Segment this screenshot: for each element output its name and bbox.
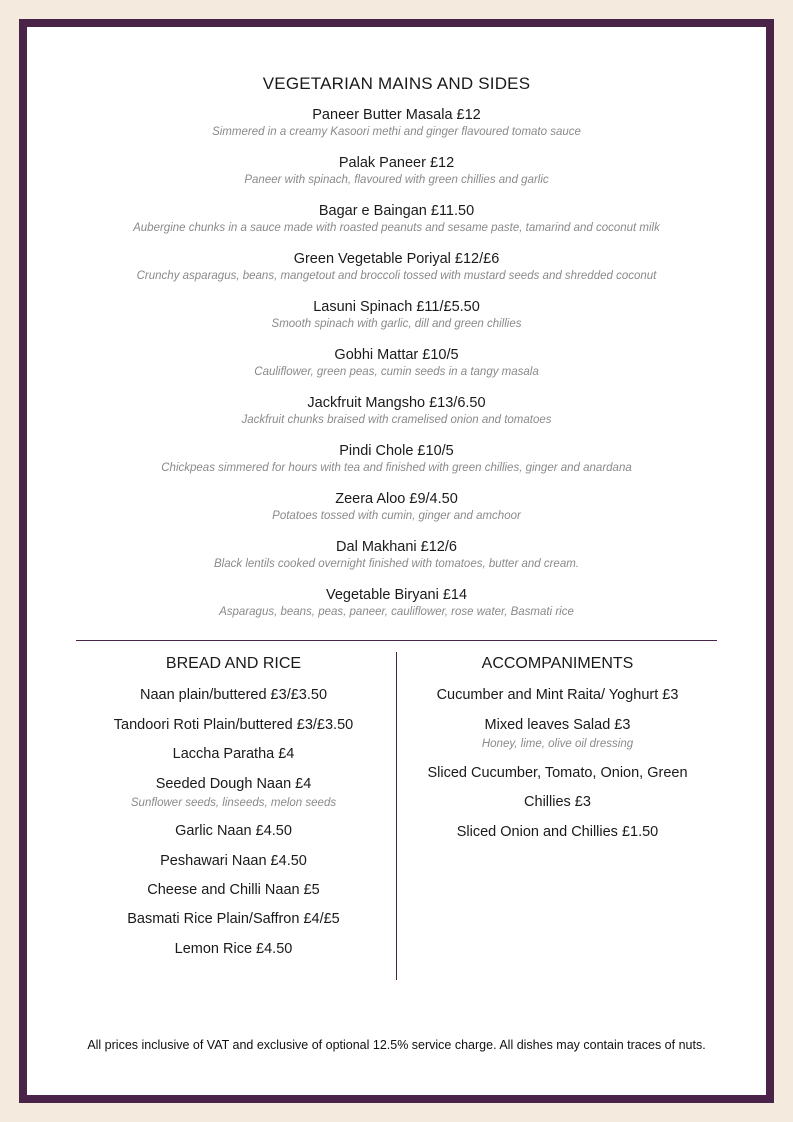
menu-item bbox=[0, 394, 793, 428]
menu-item bbox=[0, 202, 793, 236]
menu-item bbox=[0, 538, 793, 572]
menu-item: Garlic Naan £4.50 bbox=[175, 823, 292, 839]
dish-name: Paneer Butter Masala £12 bbox=[312, 107, 481, 123]
menu-item: Lemon Rice £4.50 bbox=[174, 941, 293, 957]
dish-name: Vegetable Biryani £14 bbox=[325, 587, 468, 603]
menu-item: Seeded Dough Naan £4 bbox=[155, 776, 312, 792]
dish-name: Bagar e Baingan £11.50 bbox=[318, 203, 475, 219]
menu-item bbox=[0, 586, 793, 620]
dish-name: Pindi Chole £10/5 bbox=[339, 443, 454, 459]
dish-name: Lasuni Spinach £11/£5.50 bbox=[313, 299, 480, 315]
dish-description: Asparagus, beans, peas, paneer, cauliflower, rose water, Basmati rice bbox=[219, 606, 574, 618]
dish-description: Smooth spinach with garlic, dill and green chillies bbox=[271, 318, 522, 330]
dish-description: Jackfruit chunks braised with cramelised onion and tomatoes bbox=[241, 414, 552, 426]
dish-name: Zeera Aloo £9/4.50 bbox=[335, 491, 458, 507]
menu-item: Peshawari Naan £4.50 bbox=[160, 853, 307, 869]
menu-item: Chillies £3 bbox=[524, 794, 591, 810]
menu-item bbox=[0, 154, 793, 188]
section-divider bbox=[76, 640, 717, 641]
bread-title: BREAD AND RICE bbox=[165, 655, 302, 672]
bread-column bbox=[76, 654, 391, 974]
menu-item bbox=[0, 346, 793, 380]
dish-name: Jackfruit Mangsho £13/6.50 bbox=[307, 395, 486, 411]
dish-description: Chickpeas simmered for hours with tea and finished with green chillies, ginger and anardana bbox=[161, 462, 632, 474]
dish-description: Potatoes tossed with cumin, ginger and amchoor bbox=[272, 510, 521, 522]
menu-item: Sliced Cucumber, Tomato, Onion, Green bbox=[427, 765, 688, 781]
menu-item bbox=[0, 106, 793, 140]
menu-item bbox=[0, 490, 793, 524]
dish-description: Aubergine chunks in a sauce made with roasted peanuts and sesame paste, tamarind and coconut milk bbox=[133, 222, 660, 234]
menu-item: Cheese and Chilli Naan £5 bbox=[147, 882, 320, 898]
menu-item bbox=[0, 442, 793, 476]
menu-item: Basmati Rice Plain/Saffron £4/£5 bbox=[127, 911, 340, 927]
dish-description: Sunflower seeds, linseeds, melon seeds bbox=[130, 797, 337, 809]
dish-name: Dal Makhani £12/6 bbox=[336, 539, 457, 555]
dish-name: Gobhi Mattar £10/5 bbox=[334, 347, 459, 363]
menu-item: Tandoori Roti Plain/buttered £3/£3.50 bbox=[113, 717, 354, 733]
menu-item: Cucumber and Mint Raita/ Yoghurt £3 bbox=[436, 687, 679, 703]
menu-item bbox=[0, 298, 793, 332]
mains-title: VEGETARIAN MAINS AND SIDES bbox=[262, 74, 531, 93]
menu-item: Sliced Onion and Chillies £1.50 bbox=[456, 824, 659, 840]
dish-description: Crunchy asparagus, beans, mangetout and broccoli tossed with mustard seeds and shredded coconut bbox=[136, 270, 657, 282]
footer-note: All prices inclusive of VAT and exclusive of optional 12.5% service charge. All dishes may contain traces of nuts. bbox=[87, 1038, 706, 1052]
accompaniments-title: ACCOMPANIMENTS bbox=[481, 655, 634, 672]
menu-item: Naan plain/buttered £3/£3.50 bbox=[139, 687, 328, 703]
dish-name: Palak Paneer £12 bbox=[338, 155, 455, 171]
dish-description: Simmered in a creamy Kasoori methi and ginger flavoured tomato sauce bbox=[212, 126, 581, 138]
dish-description: Honey, lime, olive oil dressing bbox=[481, 738, 634, 750]
column-divider bbox=[396, 652, 397, 980]
dish-description: Cauliflower, green peas, cumin seeds in a tangy masala bbox=[254, 366, 539, 378]
menu-item: Mixed leaves Salad £3 bbox=[484, 717, 631, 733]
menu-item bbox=[0, 250, 793, 284]
dish-description: Paneer with spinach, flavoured with green chillies and garlic bbox=[244, 174, 549, 186]
dish-name: Green Vegetable Poriyal £12/£6 bbox=[293, 251, 500, 267]
menu-item: Laccha Paratha £4 bbox=[172, 746, 295, 762]
accompaniments-column bbox=[400, 654, 715, 854]
dish-description: Black lentils cooked overnight finished with tomatoes, butter and cream. bbox=[214, 558, 579, 570]
